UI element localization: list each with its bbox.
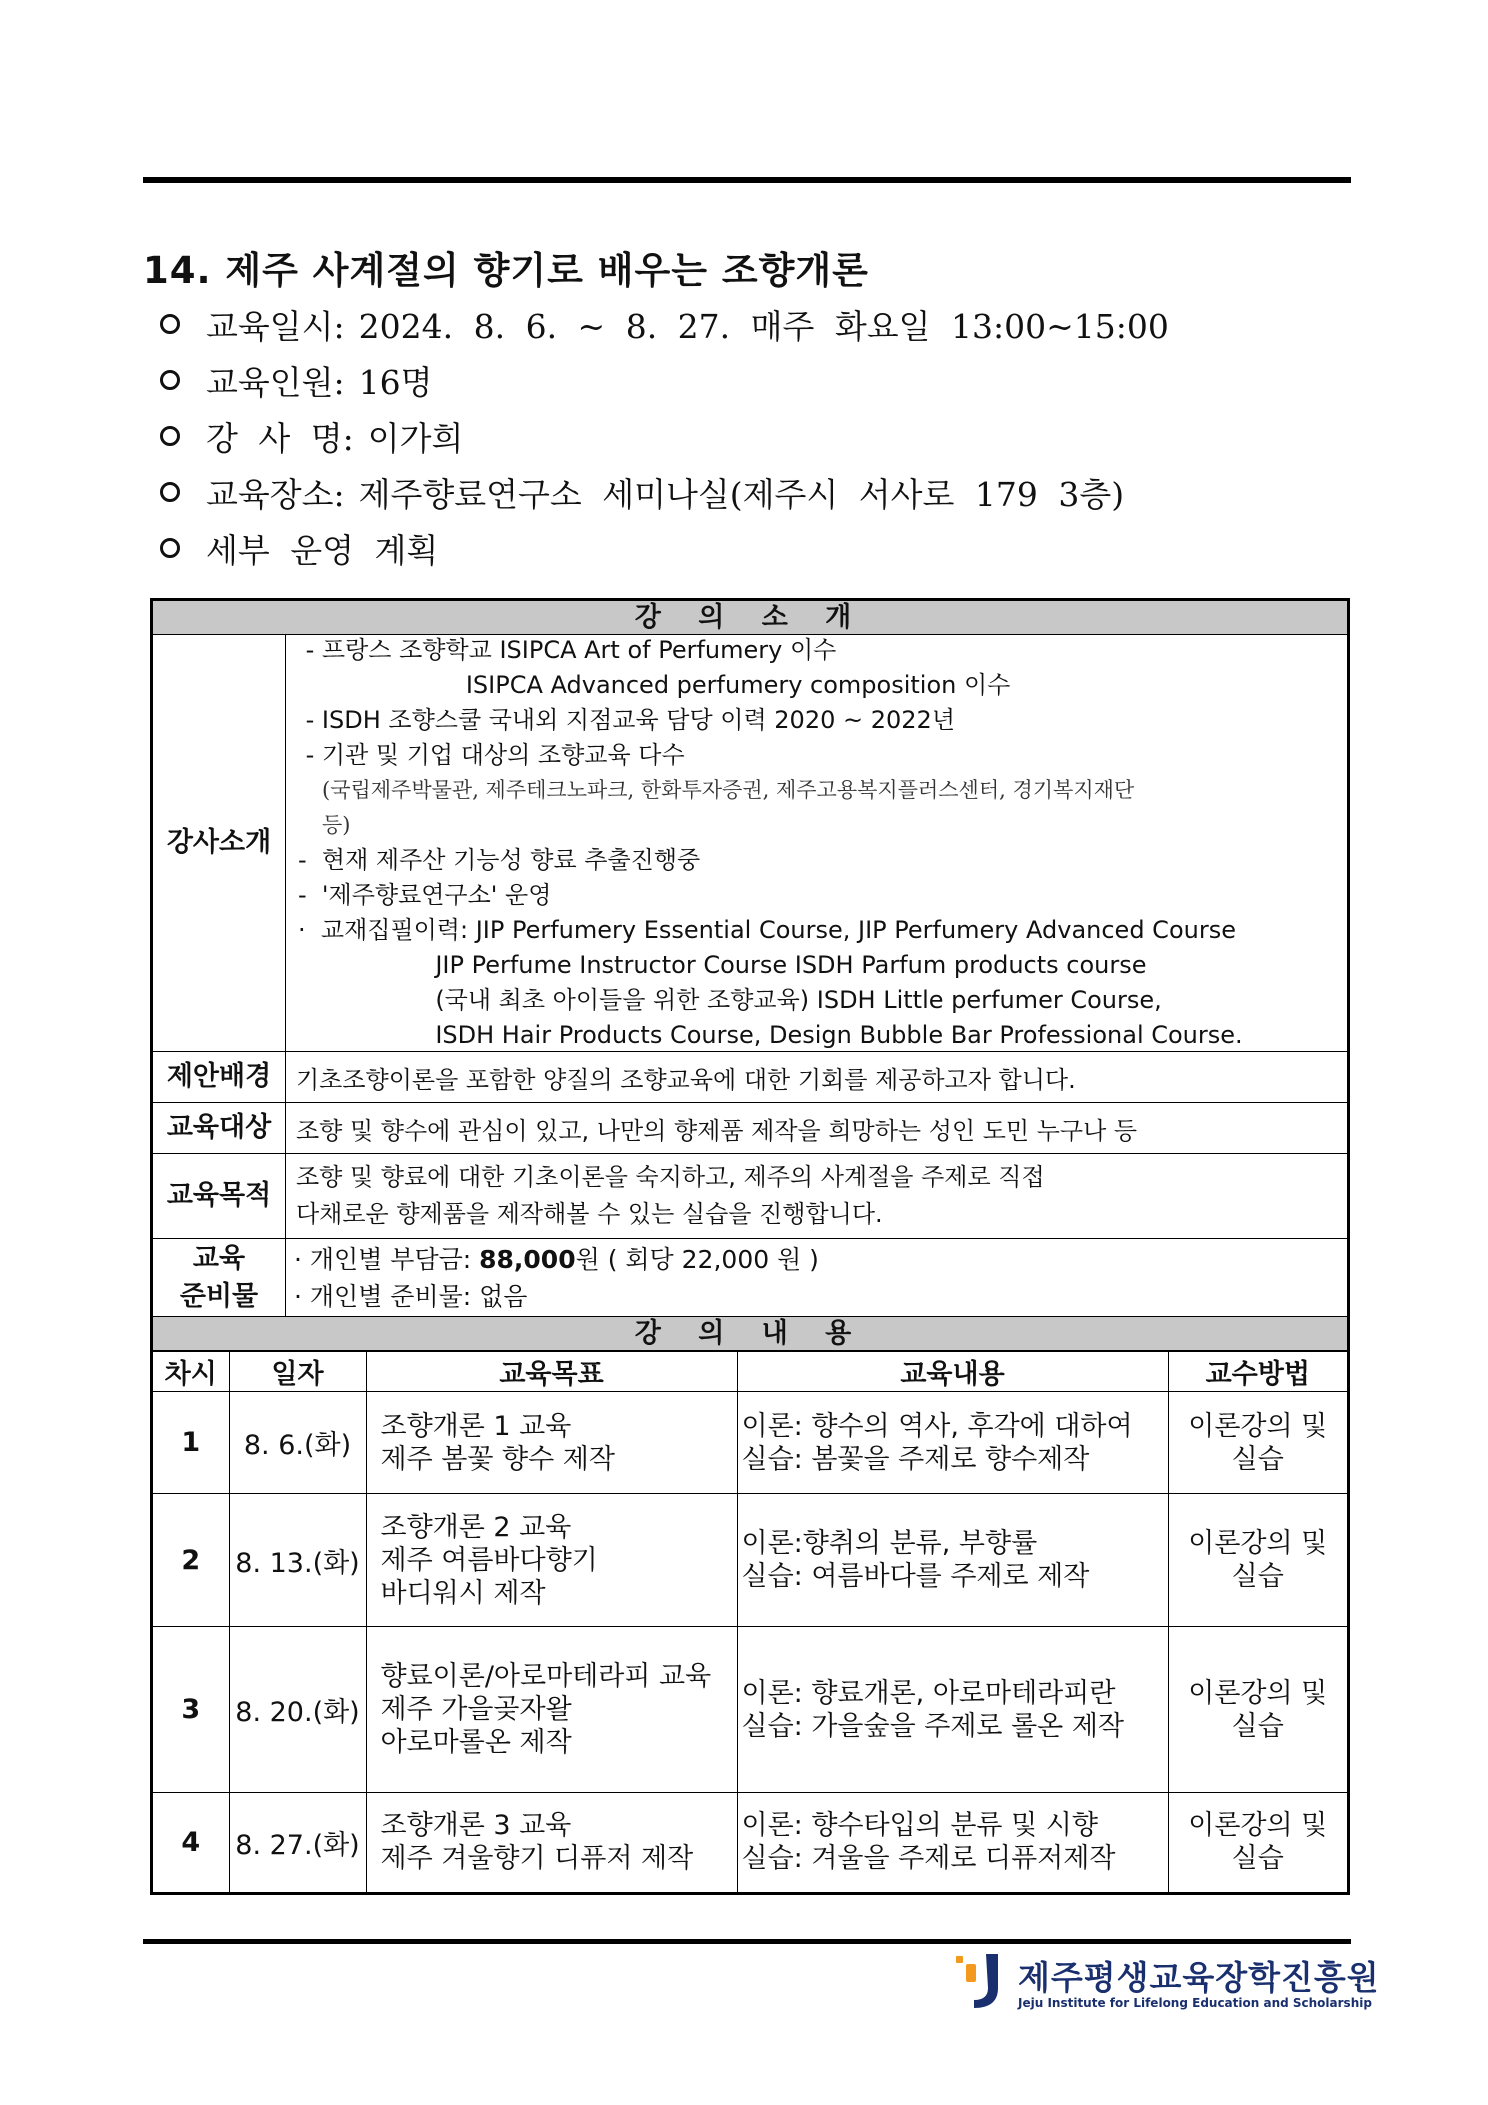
session-number: 1 [153,1392,229,1494]
schedule-table [153,1351,1347,1892]
circle-bullet-icon [160,426,180,446]
column-header: 교육목표 [366,1352,737,1392]
fee-amount: 88,000 [479,1244,576,1274]
session-goal: 조향개론 1 교육 제주 봄꽃 향수 제작 [366,1392,737,1494]
session-goal: 조향개론 2 교육 제주 여름바다향기 바디워시 제작 [366,1494,737,1627]
session-number: 3 [153,1627,229,1793]
materials-label-line: 교육 [192,1242,246,1274]
session-date: 8. 27.(화) [229,1793,366,1892]
table-row [153,1392,1347,1494]
jeju-institute-logo-icon [952,1950,1010,2012]
instructor-line: · 교재집필이력: JIP Perfumery Essential Course, JIP Perfumery Advanced Course [298,916,1236,944]
org-logo [952,1950,1380,2020]
purpose-line: 다채로운 향제품을 제작해볼 수 있는 실습을 진행합니다. [296,1200,883,1228]
session-number: 2 [153,1494,229,1627]
column-header: 교수방법 [1168,1352,1347,1392]
session-goal: 향료이론/아로마테라피 교육 제주 가을곶자왈 아로마롤온 제작 [366,1627,737,1793]
circle-bullet-icon [160,482,180,502]
background-text: 기초조향이론을 포함한 양질의 조향교육에 대한 기회를 제공하고자 합니다. [296,1065,1076,1094]
purpose-row [153,1154,1347,1239]
instructor-line: (국립제주박물관, 제주테크노파크, 한화투자증권, 제주고용복지플러스센터, 경기복지재단 [322,778,1135,802]
bottom-rule [143,1939,1351,1944]
instructor-line: - 현재 제주산 기능성 향료 추출진행중 [298,846,701,874]
session-content: 이론: 향료개론, 아로마테라피란 실습: 가을숲을 주제로 롤온 제작 [737,1627,1168,1793]
course-plan-table [150,598,1350,1895]
info-item-place: 교육장소: 제주향료연구소 세미나실(제주시 서사로 179 3층) [160,464,1169,520]
session-content: 이론:향취의 분류, 부향률 실습: 여름바다를 주제로 제작 [737,1494,1168,1627]
table-row [153,1627,1347,1793]
prep-line: · 개인별 준비물: 없음 [294,1281,528,1311]
fee-line: · 개인별 부담금: 88,000원 ( 회당 22,000 원 ) [294,1244,819,1274]
instructor-line: - ISDH 조향스쿨 국내외 지점교육 담당 이력 2020 ~ 2022년 [298,706,955,734]
instructor-line: - 기관 및 기업 대상의 조향교육 다수 [298,741,685,769]
target-row [153,1103,1347,1154]
column-header: 일자 [229,1352,366,1392]
session-content: 이론: 향수타입의 분류 및 시향 실습: 겨울을 주제로 디퓨저제작 [737,1793,1168,1892]
target-label: 교육대상 [153,1103,286,1153]
instructor-line: 등) [322,813,351,837]
session-method: 이론강의 및 실습 [1168,1627,1347,1793]
purpose-line: 조향 및 향료에 대한 기초이론을 숙지하고, 제주의 사계절을 주제로 직접 [296,1163,1045,1191]
materials-label [153,1239,286,1316]
instructor-row [153,635,1347,1052]
session-date: 8. 6.(화) [229,1392,366,1494]
table-row [153,1494,1347,1627]
info-bullets [160,296,1169,576]
session-content: 이론: 향수의 역사, 후각에 대하여 실습: 봄꽃을 주제로 향수제작 [737,1392,1168,1494]
info-item-plan: 세부 운영 계획 [160,520,1169,576]
session-date: 8. 20.(화) [229,1627,366,1793]
session-date: 8. 13.(화) [229,1494,366,1627]
section-title: 14. 제주 사계절의 향기로 배우는 조향개론 [143,249,869,292]
session-method: 이론강의 및 실습 [1168,1793,1347,1892]
intro-section-header: 강 의 소 개 [153,601,1347,635]
instructor-line: ISIPCA Advanced perfumery composition 이수 [298,671,1011,699]
column-header: 차시 [153,1352,229,1392]
org-name-en: Jeju Institute for Lifelong Education and Scholarship [1018,1996,1372,2010]
instructor-line: JIP Perfume Instructor Course ISDH Parfum products course [298,951,1147,979]
info-item-count: 교육인원: 16명 [160,352,1169,408]
materials-label-line: 준비물 [179,1280,259,1312]
circle-bullet-icon [160,370,180,390]
org-name: 제주평생교육장학진흥원 [1018,1958,1380,1997]
background-row [153,1052,1347,1103]
table-row [153,1793,1347,1892]
circle-bullet-icon [160,538,180,558]
instructor-line: - '제주향료연구소' 운영 [298,881,552,909]
schedule-header-row [153,1352,1347,1392]
session-number: 4 [153,1793,229,1892]
instructor-content [286,635,1347,1051]
session-method: 이론강의 및 실습 [1168,1494,1347,1627]
purpose-content [286,1154,1347,1238]
session-method: 이론강의 및 실습 [1168,1392,1347,1494]
info-item-date: 교육일시: 2024. 8. 6. ~ 8. 27. 매주 화요일 13:00~15:00 [160,296,1169,352]
instructor-line: ISDH Hair Products Course, Design Bubble Bar Professional Course. [298,1021,1243,1049]
column-header: 교육내용 [737,1352,1168,1392]
instructor-line: (국내 최초 아이들을 위한 조향교육) ISDH Little perfumer Course, [298,986,1162,1014]
background-label: 제안배경 [153,1052,286,1102]
purpose-label: 교육목적 [153,1154,286,1238]
info-item-instructor: 강 사 명: 이가희 [160,408,1169,464]
instructor-label: 강사소개 [153,635,286,1051]
target-text: 조향 및 향수에 관심이 있고, 나만의 향제품 제작을 희망하는 성인 도민 누구나 등 [296,1116,1138,1145]
instructor-line: - 프랑스 조향학교 ISIPCA Art of Perfumery 이수 [298,636,837,664]
session-goal: 조향개론 3 교육 제주 겨울향기 디퓨저 제작 [366,1793,737,1892]
materials-content [286,1239,1347,1316]
schedule-section-header: 강 의 내 용 [153,1317,1347,1351]
materials-row [153,1239,1347,1317]
circle-bullet-icon [160,314,180,334]
top-rule [143,177,1351,183]
